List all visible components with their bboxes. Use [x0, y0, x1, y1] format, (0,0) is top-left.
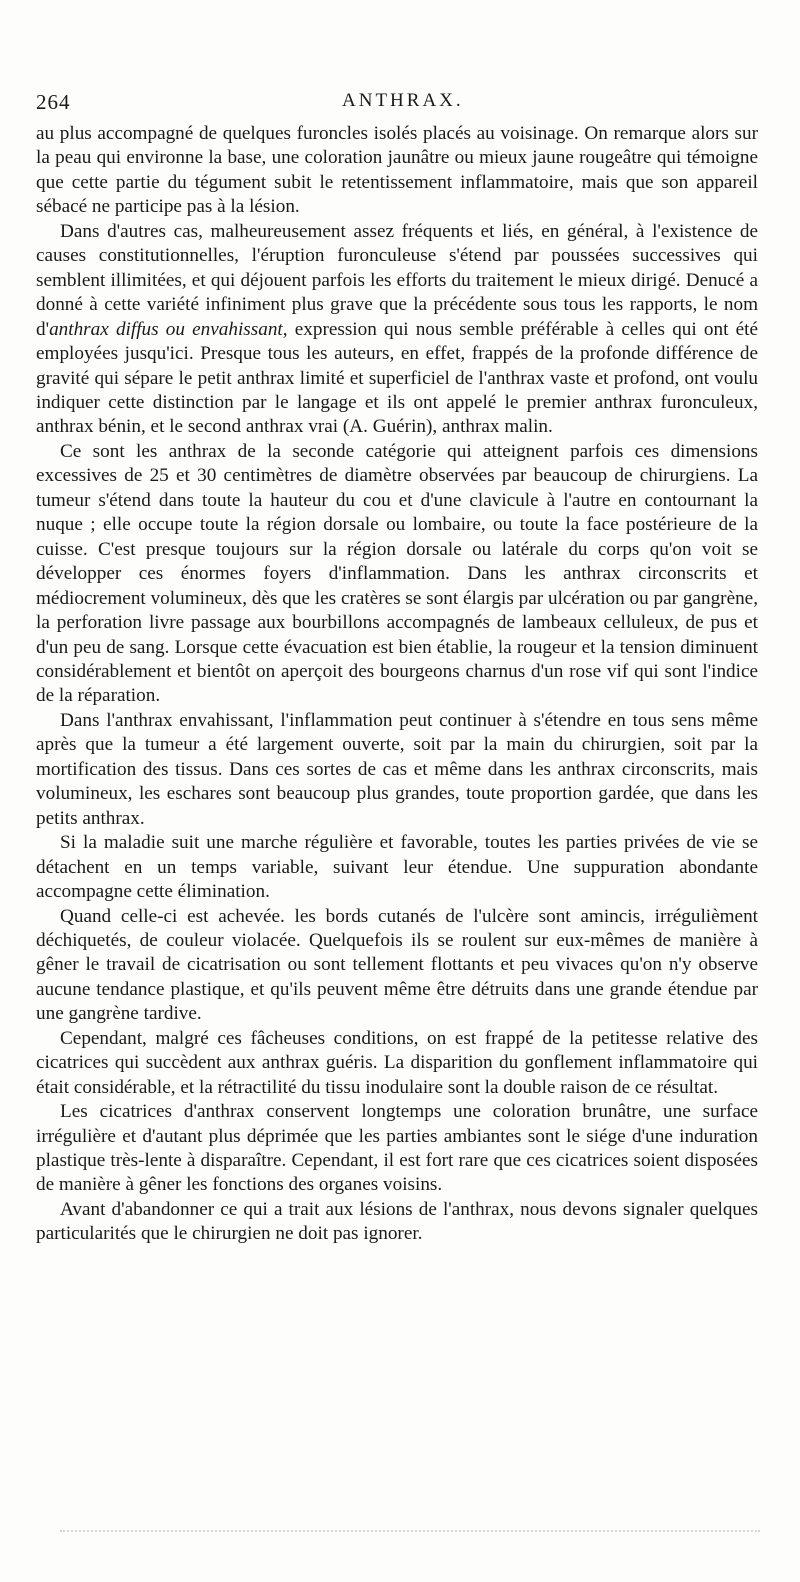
paragraph: Les cicatrices d'anthrax conservent longtemps une coloration brunâtre, une surface irrégulière et d'autant plus déprimée que les parties ambiantes sont le siége d'une induration plastique très-lente à disparaître. Cependant, il est fort rare que ces cicatrices soient disposées de manière à gêner les fonctions des organes voisins.	[36, 1101, 758, 1196]
body-text	[36, 122, 758, 1247]
paragraph: Si la maladie suit une marche régulière et favorable, toutes les parties privées de vie se détachent en un temps variable, suivant leur étendue. Une suppuration abondante accompagne cette élimination.	[36, 832, 758, 903]
paragraph: Cependant, malgré ces fâcheuses conditions, on est frappé de la petitesse relative des cicatrices qui succèdent aux anthrax guéris. La disparition du gonflement inflammatoire qui était considérable, et la rétractilité du tissu inodulaire sont la double raison de ce résultat.	[36, 1027, 758, 1098]
paragraph: Dans l'anthrax envahissant, l'inflammation peut continuer à s'étendre en tous sens même après que la tumeur a été largement ouverte, soit par la main du chirurgien, soit par la mortification des tissus. Dans ces sortes de cas et même dans les anthrax circonscrits, mais volumineux, les eschares sont beaucoup plus grandes, toute proportion gardée, que dans les petits anthrax.	[36, 709, 758, 829]
bottom-scan-artifact	[60, 1530, 760, 1536]
paragraph: Ce sont les anthrax de la seconde catégorie qui atteignent parfois ces dimensions excessives de 25 et 30 centimètres de diamètre observées par beaucoup de chirurgiens. La tumeur s'étend dans toute la hauteur du cou et d'une clavicule à l'autre en contournant la nuque ; elle occupe toute la région dorsale ou lombaire, ou toute la face postérieure de la cuisse. C'est presque toujours sur la région dorsale ou latérale du corps qu'on voit se développer ces énormes foyers d'inflammation. Dans les anthrax circonscrits et médiocrement volumineux, dès que les cratères se sont élargis par ulcération ou par gangrène, la perforation livre passage aux bourbillons accompagnés de lambeaux celluleux, de pus et d'un peu de sang. Lorsque cette évacuation est bien établie, la rougeur et la tension diminuent considérablement et bientôt on aperçoit des bourgeons charnus d'un rose vif qui sont l'indice de la réparation.	[36, 440, 758, 707]
page-number: 264	[36, 90, 71, 114]
page-header	[36, 90, 760, 118]
running-title: ANTHRAX.	[342, 90, 464, 111]
italic-term: anthrax diffus ou envahissant	[49, 318, 283, 340]
paragraph	[36, 220, 758, 440]
paragraph: Quand celle-ci est achevée. les bords cutanés de l'ulcère sont amincis, irrégulièment déchiquetés, de couleur violacée. Quelquefois ils se roulent sur eux-mêmes de manière à gêner le travail de cicatrisation ou sont tellement flottants et peu vivaces qu'on n'y observe aucune tendance plastique, et qu'ils peuvent même être détruits dans une grande étendue par une gangrène tardive.	[36, 905, 758, 1025]
paragraph: au plus accompagné de quelques furoncles isolés placés au voisinage. On remarque alors sur la peau qui environne la base, une coloration jaunâtre ou mieux jaune rougeâtre qui témoigne que cette partie du tégument subit le retentissement inflammatoire, mais que son appareil sébacé ne participe pas à la lésion.	[36, 123, 758, 218]
paragraph-text: Dans d'autres cas, malheureusement assez fréquents et liés, en général, à l'existence de causes constitutionnelles, l'éruption furonculeuse s'étend par poussées successives qui semblent illimitées, et qui déjouent parfois les efforts du traitement le mieux dirigé. Denucé a donné à cette variété infiniment plus grave que la précédente sous tous les rapports, le nom d'	[36, 220, 758, 340]
paragraph: Avant d'abandonner ce qui a trait aux lésions de l'anthrax, nous devons signaler quelques particularités que le chirurgien ne doit pas ignorer.	[36, 1198, 758, 1245]
paragraph-text: , expression qui nous semble préférable à celles qui ont été employées jusqu'ici. Presque tous les auteurs, en effet, frappés de la profonde différence de gravité qui sépare le petit anthrax limité et superficiel de l'anthrax vaste et profond, ont voulu indiquer cette distinction par le langage et ils ont appelé le premier anthrax furonculeux, anthrax bénin, et le second anthrax vrai (A. Guérin), anthrax malin.	[36, 318, 758, 438]
